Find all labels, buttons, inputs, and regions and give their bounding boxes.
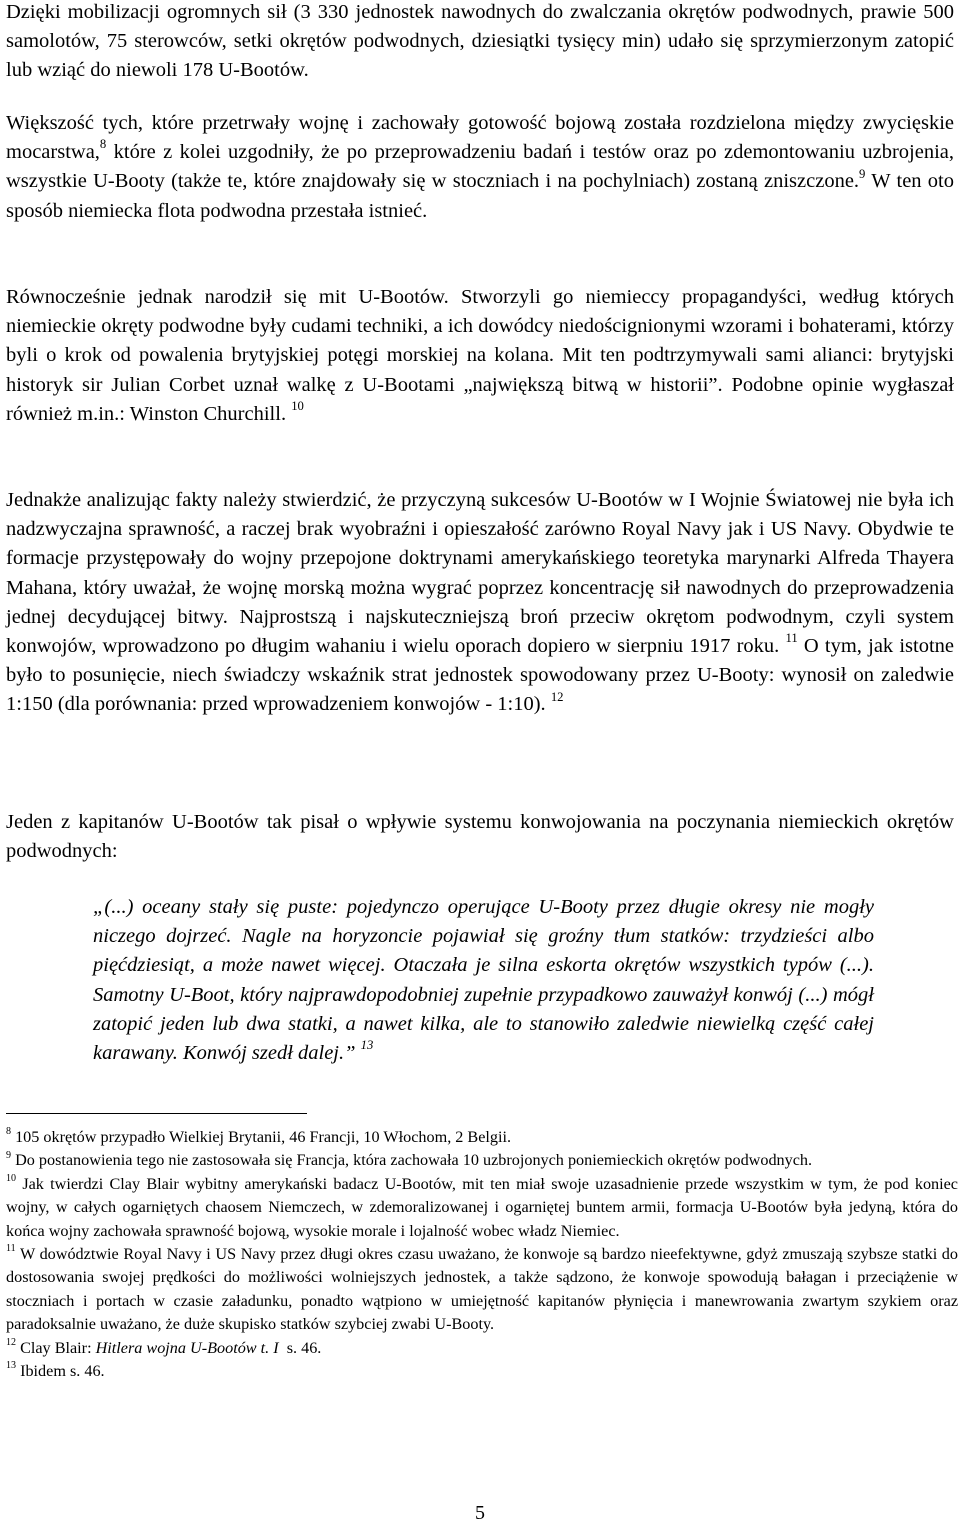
footnote-text: Do postanowienia tego nie zastosowała się Francja, która zachowała 10 uzbrojonych poniemieckich okrętów podwodnych. <box>11 1151 813 1170</box>
block-quote-text: „(...) oceany stały się puste: pojedynczo operujące U-Booty przez długie okresy nie mogły niczego dojrzeć. Nagle na horyzoncie pojawiał się groźny tłum statków: trzydzieści albo pięćdziesiąt, a może nawet więcej. Otaczała je silna eskorta okrętów wszystkich typów (...). Samotny U-Boot, który najprawdopodobniej zupełnie przypadkowo zauważył konwój (...) mógł zatopić jeden lub dwa statki, a nawet kilka, ale to stanowiło zaledwie niewielką część całej karawany. Konwój szedł dalej.” <box>93 896 874 1065</box>
paragraph-4-text-a: Jednakże analizując fakty należy stwierdzić, że przyczyną sukcesów U-Bootów w I Wojnie Światowej nie była ich nadzwyczajna sprawność, a raczej brak wyobraźni i opieszałość zarówno Royal Navy jak i US Navy. Obydwie te formacje przystępowały do wojny przepojone doktrynami amerykańskiego teoretyka marynarki Alfreda Thayera Mahana, który uważał, że wojnę morską można wygrać poprzez koncentrację sił nawodnych do przeprowadzenia jednej decydującej bitwy. Najprostszą i najskuteczniejszą broń przeciw okrętom podwodnym, czyli system konwojów, wprowadzono po długim wahaniu i wielu oporach dopiero w sierpniu 1917 roku. <box>6 489 954 658</box>
footnote-13 <box>6 1360 958 1383</box>
footnote-ref-8[interactable]: 8 <box>99 137 107 152</box>
footnote-9 <box>6 1149 958 1172</box>
paragraph-1: Dzięki mobilizacji ogromnych sił (3 330 jednostek nawodnych do zwalczania okrętów podwodnych, prawie 500 samolotów, 75 sterowców, setki okrętów podwodnych, dziesiątki tysięcy min) udało się sprzymierzonym zatopić lub wziąć do niewoli 178 U-Bootów. <box>6 1 954 82</box>
paragraph-2 <box>6 109 954 226</box>
footnote-text-end: s. 46. <box>278 1338 322 1357</box>
footnote-text: W dowództwie Royal Navy i US Navy przez długi okres czasu uważano, że konwoje są bardzo nieefektywne, gdyż zmuszają szybsze statki do dostosowania swojej prędkości do możliwości wolniejszych jednostek, a także sądzono, że konwoje spowodują bałagan i przeciążenie w stoczniach i portach w czasie załadunku, ponadto wątpiono w umiejętność kapitanów płynięcia i manewrowania zwartym szykiem oraz paradoksalnie uważano, że duże skupisko statków szybciej zwabi U-Booty. <box>6 1245 958 1334</box>
paragraph-2-text-b: które z kolei uzgodniły, że po przeprowadzeniu badań i testów oraz po zdemontowaniu uzbrojenia, wszystkie U-Booty (także te, które znajdowały się w stoczniach i na pochylniach) zostaną zniszczone. <box>6 141 954 193</box>
footnote-text: Clay Blair: <box>16 1338 96 1357</box>
footnote-ref-12[interactable]: 12 <box>550 689 564 704</box>
footnote-11 <box>6 1243 958 1337</box>
footnote-text: Ibidem s. 46. <box>16 1362 105 1381</box>
footnote-ref-13[interactable]: 13 <box>360 1038 374 1053</box>
paragraph-4 <box>6 486 954 720</box>
footnote-number: 13 <box>6 1360 17 1372</box>
footnote-separator <box>6 1113 307 1114</box>
footnote-book-title: Hitlera wojna U-Bootów t. I <box>95 1338 279 1357</box>
footnote-number: 8 <box>6 1126 12 1138</box>
footnote-text: 105 okrętów przypadło Wielkiej Brytanii, 46 Francji, 10 Włochom, 2 Belgii. <box>11 1128 512 1146</box>
paragraph-4-text-b: O tym, jak istotne było to posunięcie, niech świadczy wskaźnik strat jednostek spowodowany przez U-Booty: wynosił on zaledwie 1:150 (dla porównania: przed wprowadzeniem konwojów - 1:10). <box>6 635 955 716</box>
footnote-12 <box>6 1337 958 1360</box>
footnote-ref-11[interactable]: 11 <box>785 631 798 646</box>
paragraph-2-text-c: W ten oto sposób niemiecka flota podwodna przestała istnieć. <box>6 170 954 222</box>
footnote-10 <box>6 1173 958 1243</box>
paragraph-5: Jeden z kapitanów U-Bootów tak pisał o wpływie systemu konwojowania na poczynania niemieckich okrętów podwodnych: <box>6 811 954 863</box>
footnotes <box>6 1126 958 1383</box>
footnote-text: Jak twierdzi Clay Blair wybitny amerykański badacz U-Bootów, mit ten miał swoje uzasadnienie przede wszystkim w tym, że pod koniec wojny, w całych ogarniętych chaosem Niemczech, w zdemoralizowanej i ogarniętej buntem armii, formacja U-Bootów była jedyną, która do końca wojny zachowała sprawność bojową, wysokie morale i lojalność wobec władz Niemiec. <box>6 1174 958 1240</box>
footnote-number: 10 <box>6 1172 17 1184</box>
paragraph-3 <box>6 283 954 429</box>
footnote-8 <box>6 1126 958 1149</box>
page-number: 5 <box>475 1502 485 1524</box>
footnote-ref-10[interactable]: 10 <box>291 399 304 414</box>
footnote-ref-9[interactable]: 9 <box>859 166 866 181</box>
footnote-number: 11 <box>6 1243 16 1255</box>
paragraph-2-text-a: Większość tych, które przetrwały wojnę i zachowały gotowość bojową została rozdzielona między zwycięskie mocarstwa, <box>6 112 954 164</box>
block-quote <box>93 893 874 1068</box>
footnote-number: 12 <box>6 1336 17 1348</box>
paragraph-3-text: Równocześnie jednak narodził się mit U-Bootów. Stworzyli go niemieccy propagandyści, według których niemieckie okręty podwodne były cudami techniki, a ich dowódcy niedoścignionymi wzorami i bohaterami, którzy byli o krok od powalenia brytyjskiej potęgi morskiej na kolana. Mit ten podtrzymywali sami alianci: brytyjski historyk sir Julian Corbet uznał walkę z U-Bootami „największą bitwą w historii”. Podobne opinie wygłaszał również m.in.: Winston Churchill. <box>6 286 954 425</box>
footnote-number: 9 <box>6 1149 12 1161</box>
